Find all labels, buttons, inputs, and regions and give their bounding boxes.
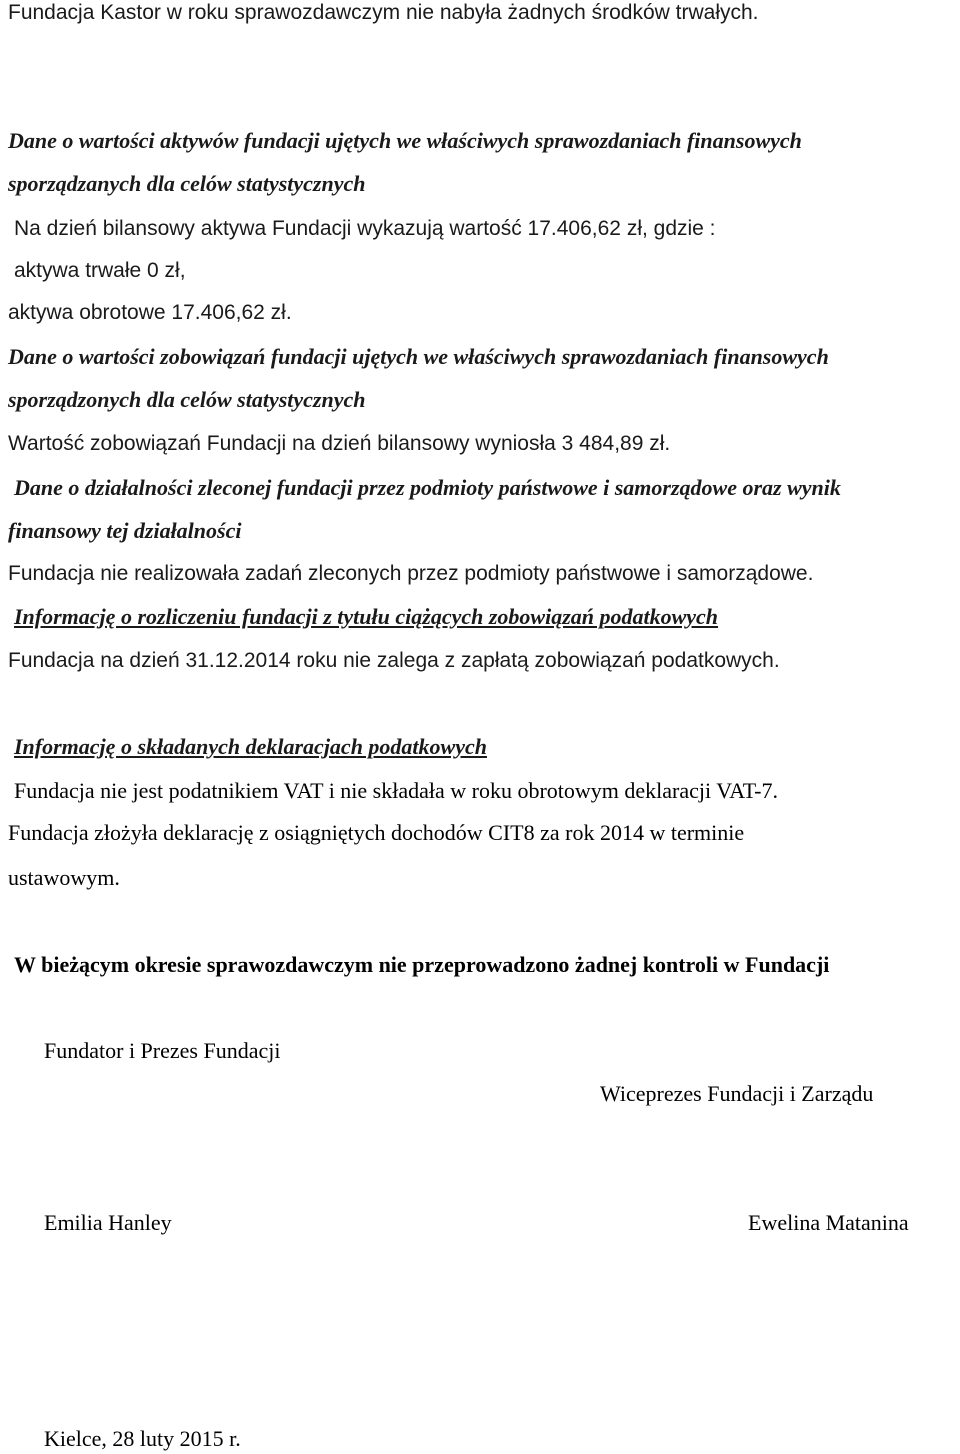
- vat-statement: Fundacja nie jest podatnikiem VAT i nie składała w roku obrotowym deklaracji VAT-7.: [14, 778, 778, 803]
- liabilities-heading-continued: sporządzonych dla celów statystycznych: [8, 387, 366, 412]
- left-signatory-role: Fundator i Prezes Fundacji: [44, 1038, 281, 1063]
- liabilities-value: Wartość zobowiązań Fundacji na dzień bilansowy wyniosła 3 484,89 zł.: [8, 432, 671, 455]
- assets-heading: Dane o wartości aktywów fundacji ujętych we właściwych sprawozdaniach finansowych: [8, 128, 802, 153]
- left-signatory-name: Emilia Hanley: [44, 1210, 172, 1235]
- commissioned-activity-heading: Dane o działalności zleconej fundacji przez podmioty państwowe i samorządowe oraz wynik: [14, 475, 841, 500]
- cit8-statement-continued: ustawowym.: [8, 865, 120, 890]
- tax-settlement-text: Fundacja na dzień 31.12.2014 roku nie zalega z zapłatą zobowiązań podatkowych.: [8, 649, 780, 672]
- commissioned-activity-text: Fundacja nie realizowała zadań zleconych przez podmioty państwowe i samorządowe.: [8, 562, 814, 585]
- assets-total-value: Na dzień bilansowy aktywa Fundacji wykazują wartość 17.406,62 zł, gdzie :: [14, 217, 716, 240]
- commissioned-activity-heading-continued: finansowy tej działalności: [8, 518, 242, 543]
- assets-heading-continued: sporządzanych dla celów statystycznych: [8, 171, 366, 196]
- right-signatory-role: Wiceprezes Fundacji i Zarządu: [600, 1081, 874, 1106]
- current-assets-value: aktywa obrotowe 17.406,62 zł.: [8, 301, 292, 324]
- no-inspection-statement: W bieżącym okresie sprawozdawczym nie przeprowadzono żadnej kontroli w Fundacji: [14, 952, 830, 977]
- right-signatory-name: Ewelina Matanina: [748, 1210, 909, 1235]
- cit8-statement: Fundacja złożyła deklarację z osiągniętych dochodów CIT8 za rok 2014 w terminie: [8, 820, 745, 845]
- place-and-date: Kielce, 28 luty 2015 r.: [44, 1426, 241, 1451]
- liabilities-heading: Dane o wartości zobowiązań fundacji ujętych we właściwych sprawozdaniach finansowych: [8, 344, 829, 369]
- tax-declarations-heading: Informację o składanych deklaracjach podatkowych: [14, 734, 487, 759]
- fixed-assets-value: aktywa trwałe 0 zł,: [14, 259, 186, 282]
- fixed-assets-statement: Fundacja Kastor w roku sprawozdawczym nie nabyła żadnych środków trwałych.: [8, 1, 759, 24]
- tax-settlement-heading: Informację o rozliczeniu fundacji z tytułu ciążących zobowiązań podatkowych: [14, 604, 719, 629]
